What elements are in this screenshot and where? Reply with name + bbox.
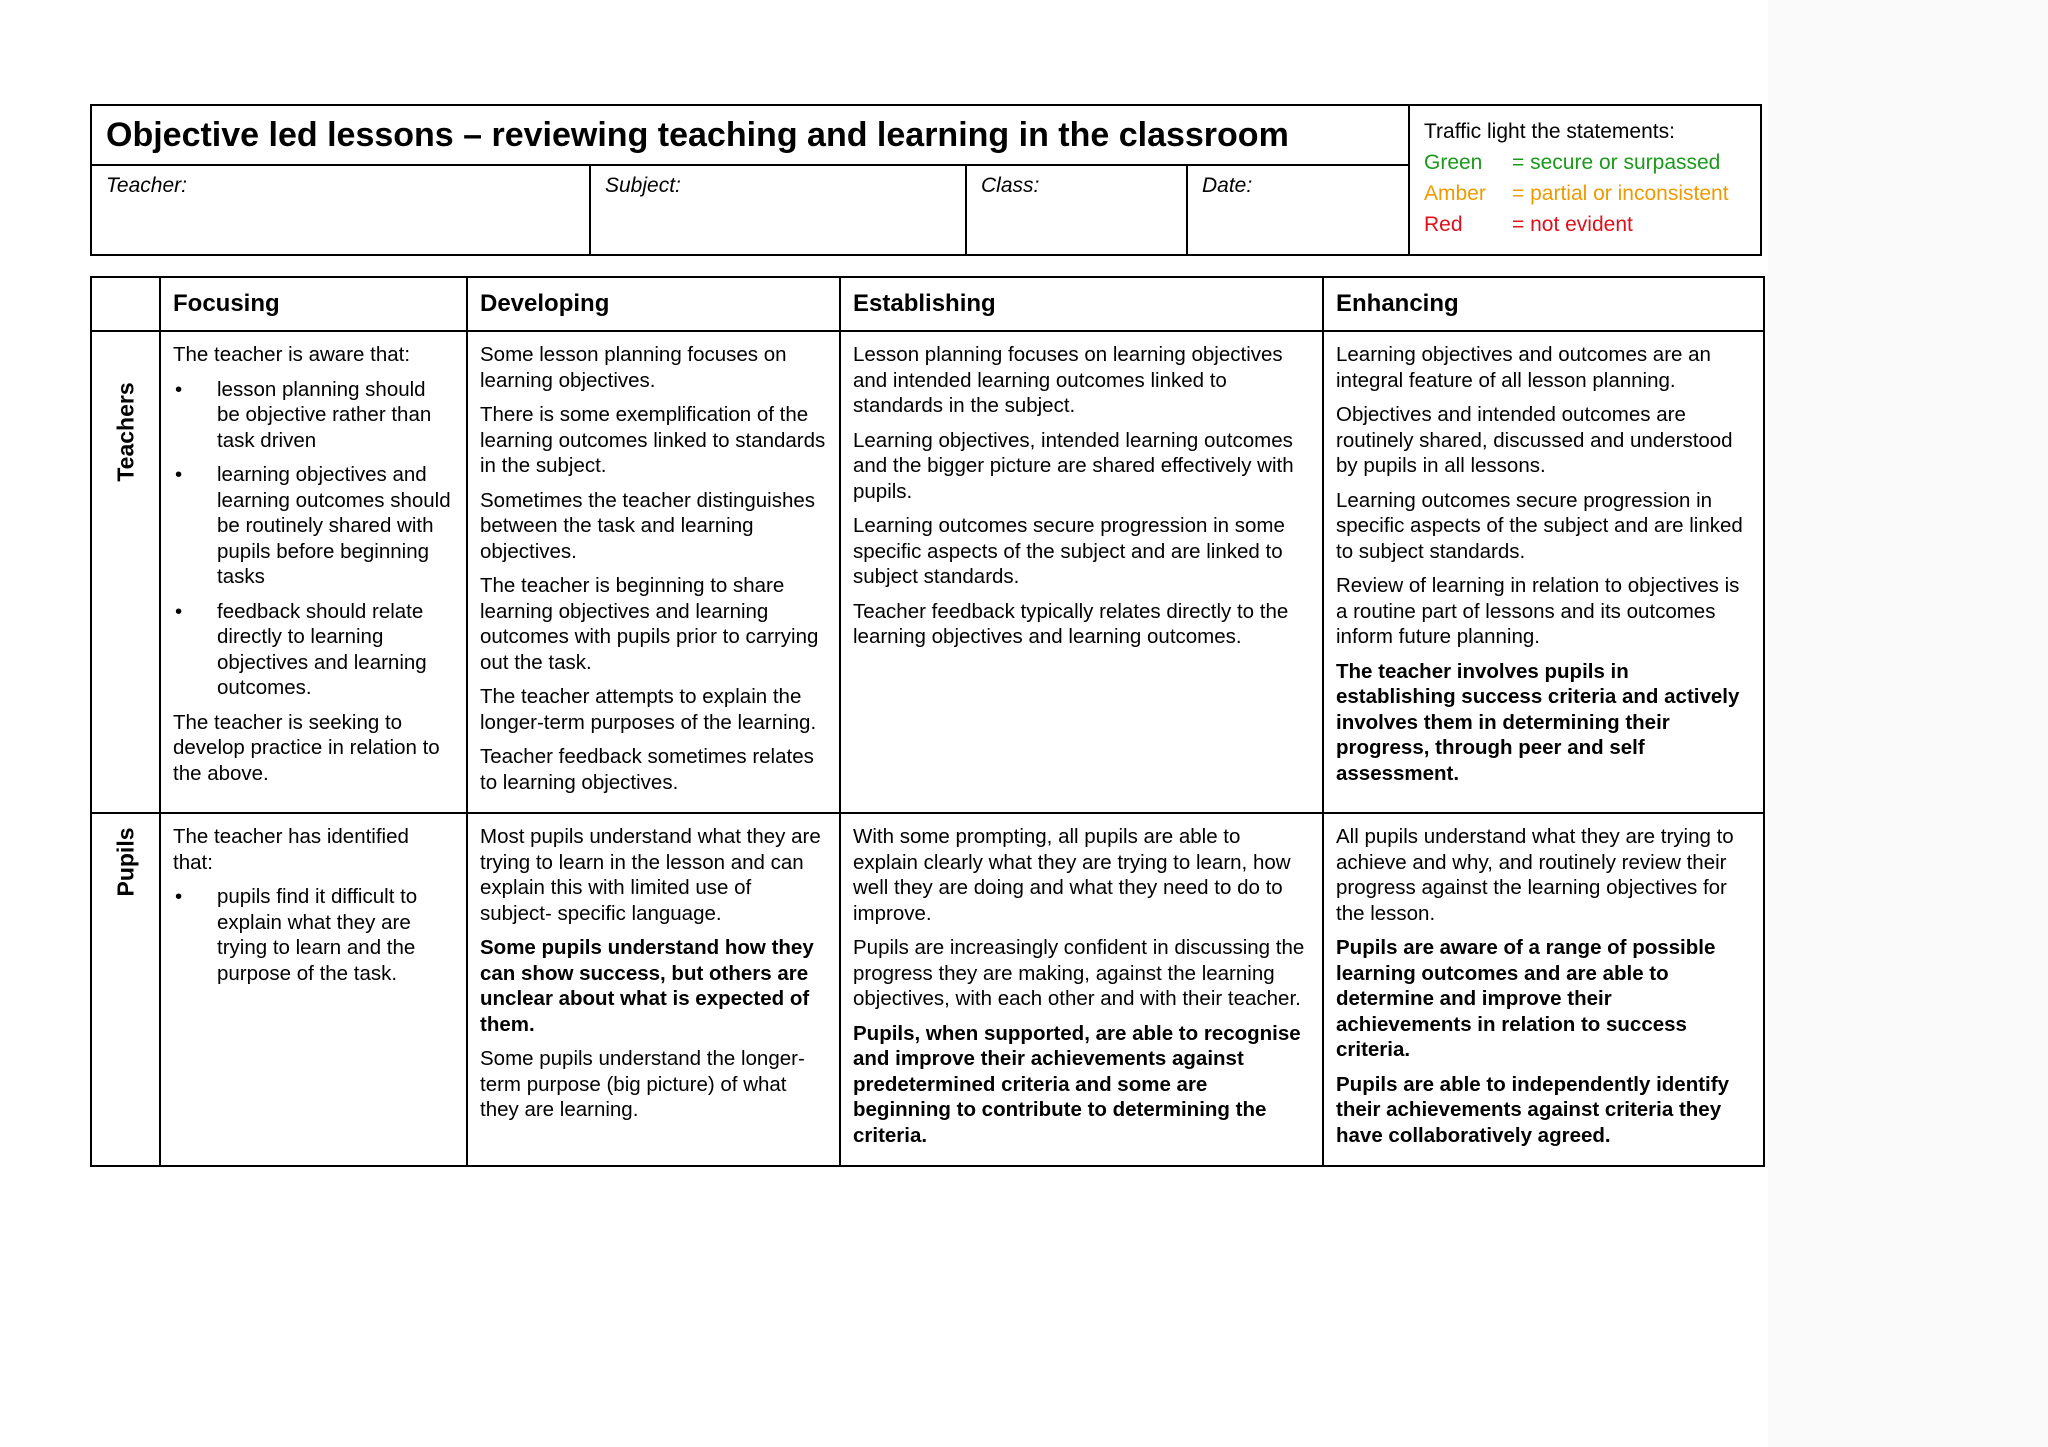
subject-field[interactable]	[590, 165, 966, 255]
corner-cell	[91, 277, 160, 331]
statement: Lesson planning focuses on learning objectives and intended learning outcomes linked to standards in the subject.	[853, 343, 1283, 417]
statement: Teacher feedback sometimes relates to learning objectives.	[480, 745, 814, 794]
cell-teachers-establishing	[840, 331, 1323, 813]
statement: The teacher attempts to explain the longer-term purposes of the learning.	[480, 685, 817, 734]
table-row-teachers	[91, 331, 1764, 813]
statement-bold: Some pupils understand how they can show success, but others are unclear about what is expected of them.	[480, 936, 814, 1036]
legend-green-meaning: = secure or surpassed	[1512, 151, 1721, 174]
rubric-table	[90, 276, 1765, 1167]
legend-red-meaning: = not evident	[1512, 213, 1633, 236]
statement: There is some exemplification of the learning outcomes linked to standards in the subject.	[480, 403, 826, 477]
teacher-label: Teacher:	[106, 174, 187, 197]
row-label-pupils: Pupils	[112, 827, 138, 897]
statement: Objectives and intended outcomes are routinely shared, discussed and understood by pupils in all lessons.	[1336, 403, 1733, 477]
legend-green-name: Green	[1424, 151, 1483, 174]
class-field[interactable]	[966, 165, 1187, 255]
class-label: Class:	[981, 174, 1040, 197]
cell-teachers-developing	[467, 331, 840, 813]
legend-red-name: Red	[1424, 213, 1463, 236]
row-label-teachers: Teachers	[112, 382, 138, 482]
cell-pupils-enhancing	[1323, 813, 1764, 1166]
table-row-pupils	[91, 813, 1764, 1166]
title-cell	[91, 105, 1409, 165]
focusing-bullet-list	[173, 377, 454, 701]
statement: Some lesson planning focuses on learning objectives.	[480, 343, 787, 392]
cell-pupils-establishing	[840, 813, 1323, 1166]
legend-green	[1424, 147, 1746, 178]
statement: All pupils understand what they are trying to achieve and why, and routinely review their progress against the learning objectives for the lesson.	[1336, 825, 1734, 925]
col-header-focusing: Focusing	[160, 277, 467, 331]
subject-label: Subject:	[605, 174, 681, 197]
legend-amber-name: Amber	[1424, 182, 1486, 205]
col-header-establishing: Establishing	[840, 277, 1323, 331]
focusing-outro: The teacher is seeking to develop practice in relation to the above.	[173, 710, 440, 785]
list-item: • lesson planning should be objective rather than task driven	[173, 377, 454, 454]
legend-amber	[1424, 178, 1746, 209]
focusing-intro: The teacher has identified that:	[173, 825, 409, 874]
statement: Pupils are increasingly confident in discussing the progress they are making, against the learning objectives, with each other and with their teacher.	[853, 936, 1305, 1010]
statement: The teacher is beginning to share learning objectives and learning outcomes with pupils prior to carrying out the task.	[480, 574, 819, 674]
focusing-bullet-list	[173, 884, 454, 986]
row-label-cell-teachers	[91, 331, 160, 813]
list-item: • feedback should relate directly to learning objectives and learning outcomes.	[173, 599, 454, 701]
cell-teachers-enhancing	[1323, 331, 1764, 813]
statement: Learning outcomes secure progression in some specific aspects of the subject and are linked to subject standards.	[853, 514, 1285, 588]
traffic-light-legend	[1409, 105, 1761, 255]
legend-intro: Traffic light the statements:	[1424, 120, 1675, 143]
cell-teachers-focusing	[160, 331, 467, 813]
statement: Review of learning in relation to objectives is a routine part of lessons and its outcomes inform future planning.	[1336, 574, 1740, 648]
statement: Learning objectives, intended learning outcomes and the bigger picture are shared effectively with pupils.	[853, 428, 1294, 503]
page-title: Objective led lessons – reviewing teaching and learning in the classroom	[106, 115, 1289, 154]
statement: With some prompting, all pupils are able to explain clearly what they are trying to learn, how well they are doing and what they need to do to improve.	[853, 825, 1291, 925]
col-header-developing: Developing	[467, 277, 840, 331]
rubric-header-row	[91, 277, 1764, 331]
statement-bold: The teacher involves pupils in establishing success criteria and actively involves them in determining their progress, through peer and self assessment.	[1336, 659, 1740, 785]
date-label: Date:	[1202, 174, 1253, 197]
row-label-cell-pupils	[91, 813, 160, 1166]
list-item: • pupils find it difficult to explain what they are trying to learn and the purpose of the task.	[173, 884, 454, 986]
focusing-intro: The teacher is aware that:	[173, 343, 411, 366]
statement: Most pupils understand what they are trying to learn in the lesson and can explain this with limited use of subject- specific language.	[480, 825, 821, 925]
cell-pupils-developing	[467, 813, 840, 1166]
statement: Learning objectives and outcomes are an integral feature of all lesson planning.	[1336, 343, 1711, 392]
page-margin-shade	[1768, 0, 2048, 1447]
statement: Learning outcomes secure progression in specific aspects of the subject and are linked to subject standards.	[1336, 488, 1743, 563]
teacher-field[interactable]	[91, 165, 590, 255]
statement: Some pupils understand the longer-term purpose (big picture) of what they are learning.	[480, 1047, 805, 1121]
date-field[interactable]	[1187, 165, 1409, 255]
statement: Teacher feedback typically relates directly to the learning objectives and learning outcomes.	[853, 599, 1289, 648]
legend-amber-meaning: = partial or inconsistent	[1512, 182, 1729, 205]
legend-red	[1424, 209, 1746, 240]
statement-bold: Pupils are able to independently identify their achievements against criteria they have collaboratively agreed.	[1336, 1072, 1729, 1147]
statement: Sometimes the teacher distinguishes between the task and learning objectives.	[480, 488, 816, 563]
header-table	[90, 104, 1762, 256]
cell-pupils-focusing	[160, 813, 467, 1166]
statement-bold: Pupils, when supported, are able to recognise and improve their achievements against predetermined criteria and some are beginning to contribute to determining the criteria.	[853, 1021, 1301, 1147]
statement-bold: Pupils are aware of a range of possible learning outcomes and are able to determine and improve their achievements in relation to success criteria.	[1336, 936, 1716, 1061]
col-header-enhancing: Enhancing	[1323, 277, 1764, 331]
list-item: • learning objectives and learning outcomes should be routinely shared with pupils before beginning tasks	[173, 462, 454, 590]
